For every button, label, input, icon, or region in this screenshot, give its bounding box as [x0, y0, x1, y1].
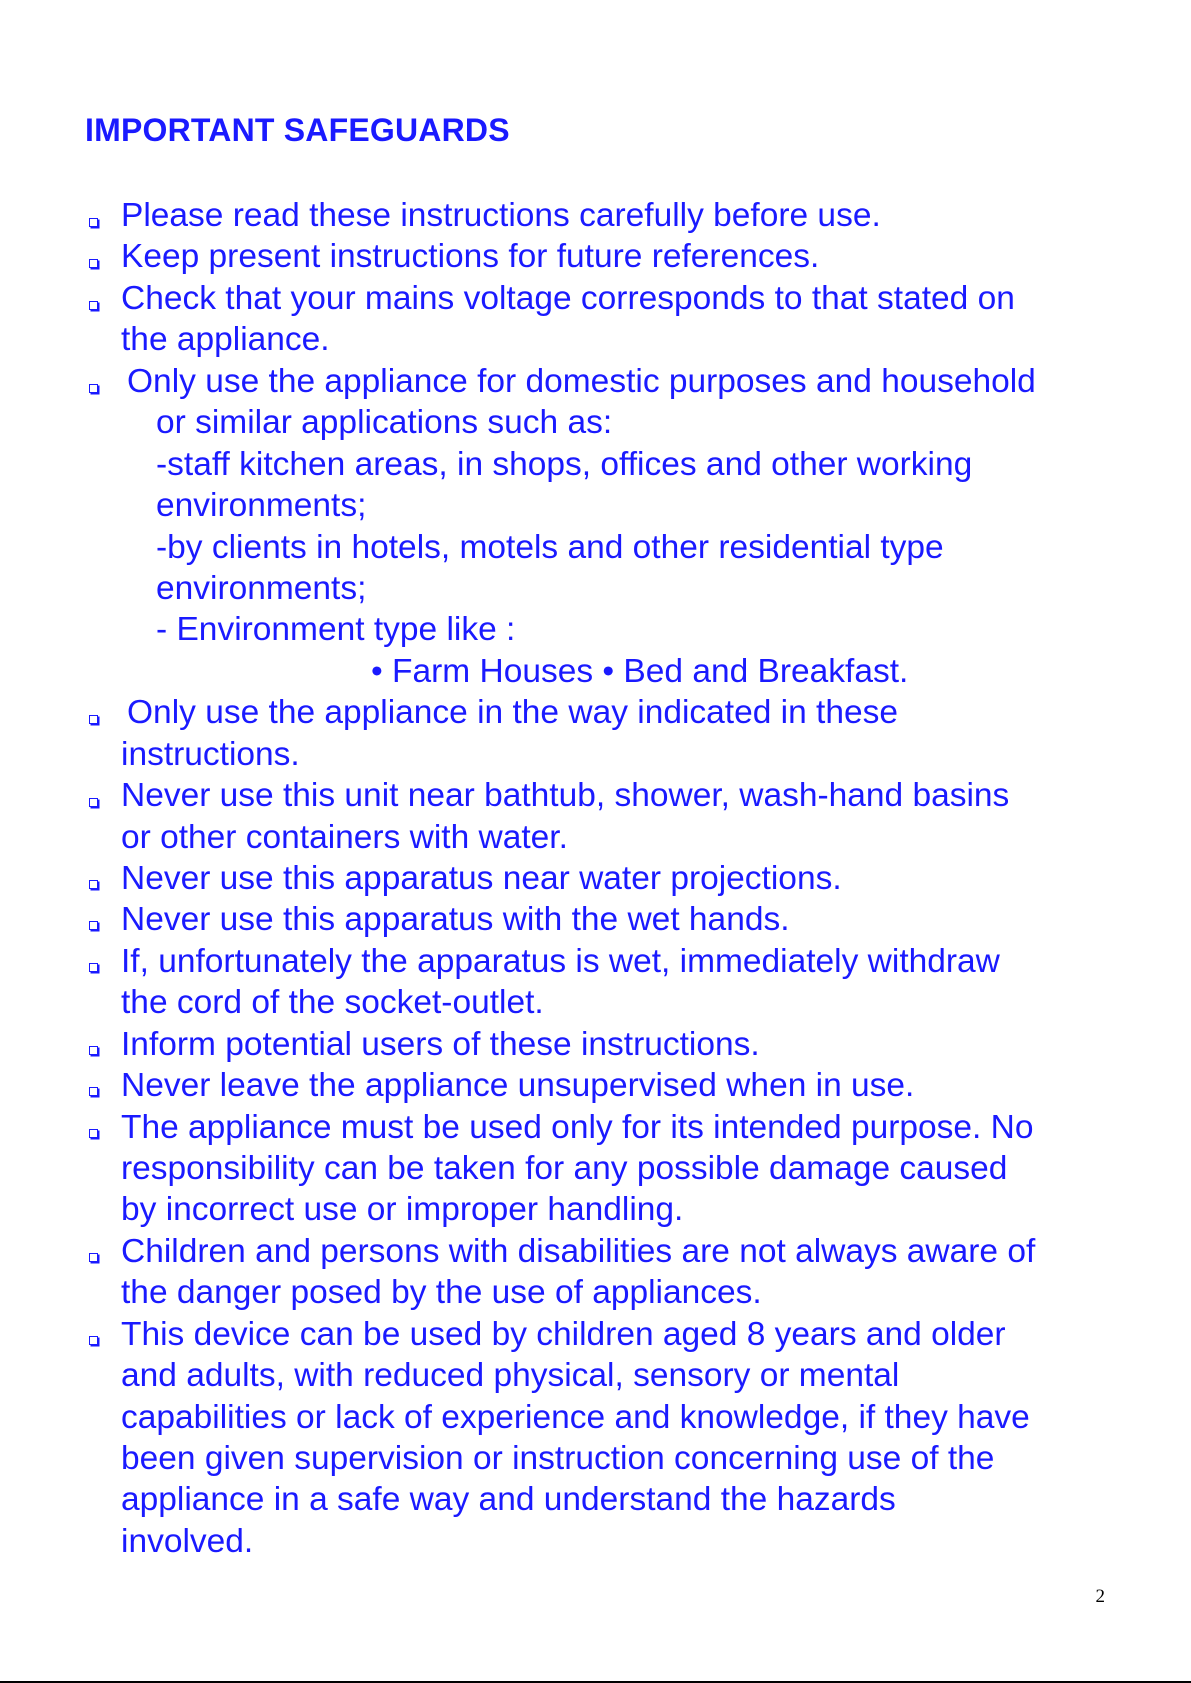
- safeguard-line: Never use this apparatus with the wet hands.: [121, 901, 790, 938]
- safeguard-line: -staff kitchen areas, in shops, offices and other working: [156, 446, 973, 483]
- safeguard-line: the appliance.: [121, 321, 330, 358]
- square-bullet-icon: [89, 1129, 98, 1138]
- safeguard-line: and adults, with reduced physical, sensory or mental: [121, 1357, 900, 1394]
- safeguard-line: Never use this unit near bathtub, shower, wash-hand basins: [121, 777, 1010, 814]
- safeguard-line: Please read these instructions carefully before use.: [121, 197, 881, 234]
- page-number: 2: [1095, 1586, 1105, 1607]
- square-bullet-icon: [89, 301, 98, 310]
- safeguard-line: Children and persons with disabilities are not always aware of: [121, 1233, 1036, 1270]
- safeguard-line: -by clients in hotels, motels and other residential type: [156, 529, 944, 566]
- safeguard-line: Check that your mains voltage corresponds to that stated on: [121, 280, 1015, 317]
- square-bullet-icon: [89, 1336, 98, 1345]
- safeguard-line: - Environment type like :: [156, 611, 516, 648]
- safeguard-line: by incorrect use or improper handling.: [121, 1191, 684, 1228]
- safeguard-line: involved.: [121, 1523, 254, 1560]
- safeguard-line: Never use this apparatus near water projections.: [121, 860, 842, 897]
- safeguard-line: responsibility can be taken for any possible damage caused: [121, 1150, 1008, 1187]
- safeguard-line: The appliance must be used only for its intended purpose. No: [121, 1109, 1034, 1146]
- square-bullet-icon: [89, 1087, 98, 1096]
- safeguard-line: environments;: [156, 570, 367, 607]
- square-bullet-icon: [89, 384, 98, 393]
- safeguard-line: • Farm Houses • Bed and Breakfast.: [371, 653, 909, 690]
- safeguard-line: been given supervision or instruction concerning use of the: [121, 1440, 995, 1477]
- safeguard-line: If, unfortunately the apparatus is wet, immediately withdraw: [121, 943, 1000, 980]
- square-bullet-icon: [89, 798, 98, 807]
- safeguard-line: Never leave the appliance unsupervised when in use.: [121, 1067, 915, 1104]
- safeguard-line: or similar applications such as:: [156, 404, 613, 441]
- safeguard-line: capabilities or lack of experience and knowledge, if they have: [121, 1399, 1030, 1436]
- safeguard-line: the danger posed by the use of appliances.: [121, 1274, 762, 1311]
- safeguard-line: This device can be used by children aged 8 years and older: [121, 1316, 1006, 1353]
- square-bullet-icon: [89, 259, 98, 268]
- safeguard-line: Inform potential users of these instructions.: [121, 1026, 760, 1063]
- square-bullet-icon: [89, 921, 98, 930]
- square-bullet-icon: [89, 218, 98, 227]
- safeguard-line: appliance in a safe way and understand the hazards: [121, 1481, 896, 1518]
- safeguard-line: environments;: [156, 487, 367, 524]
- safeguard-line: or other containers with water.: [121, 819, 568, 856]
- safeguard-line: Only use the appliance in the way indicated in these: [127, 694, 898, 731]
- safeguard-line: instructions.: [121, 736, 300, 773]
- square-bullet-icon: [89, 1046, 98, 1055]
- safeguard-line: Only use the appliance for domestic purposes and household: [127, 363, 1036, 400]
- square-bullet-icon: [89, 715, 98, 724]
- safeguard-line: the cord of the socket-outlet.: [121, 984, 544, 1021]
- square-bullet-icon: [89, 880, 98, 889]
- square-bullet-icon: [89, 1253, 98, 1262]
- square-bullet-icon: [89, 963, 98, 972]
- page-title: IMPORTANT SAFEGUARDS: [85, 112, 510, 148]
- safeguard-line: Keep present instructions for future references.: [121, 238, 820, 275]
